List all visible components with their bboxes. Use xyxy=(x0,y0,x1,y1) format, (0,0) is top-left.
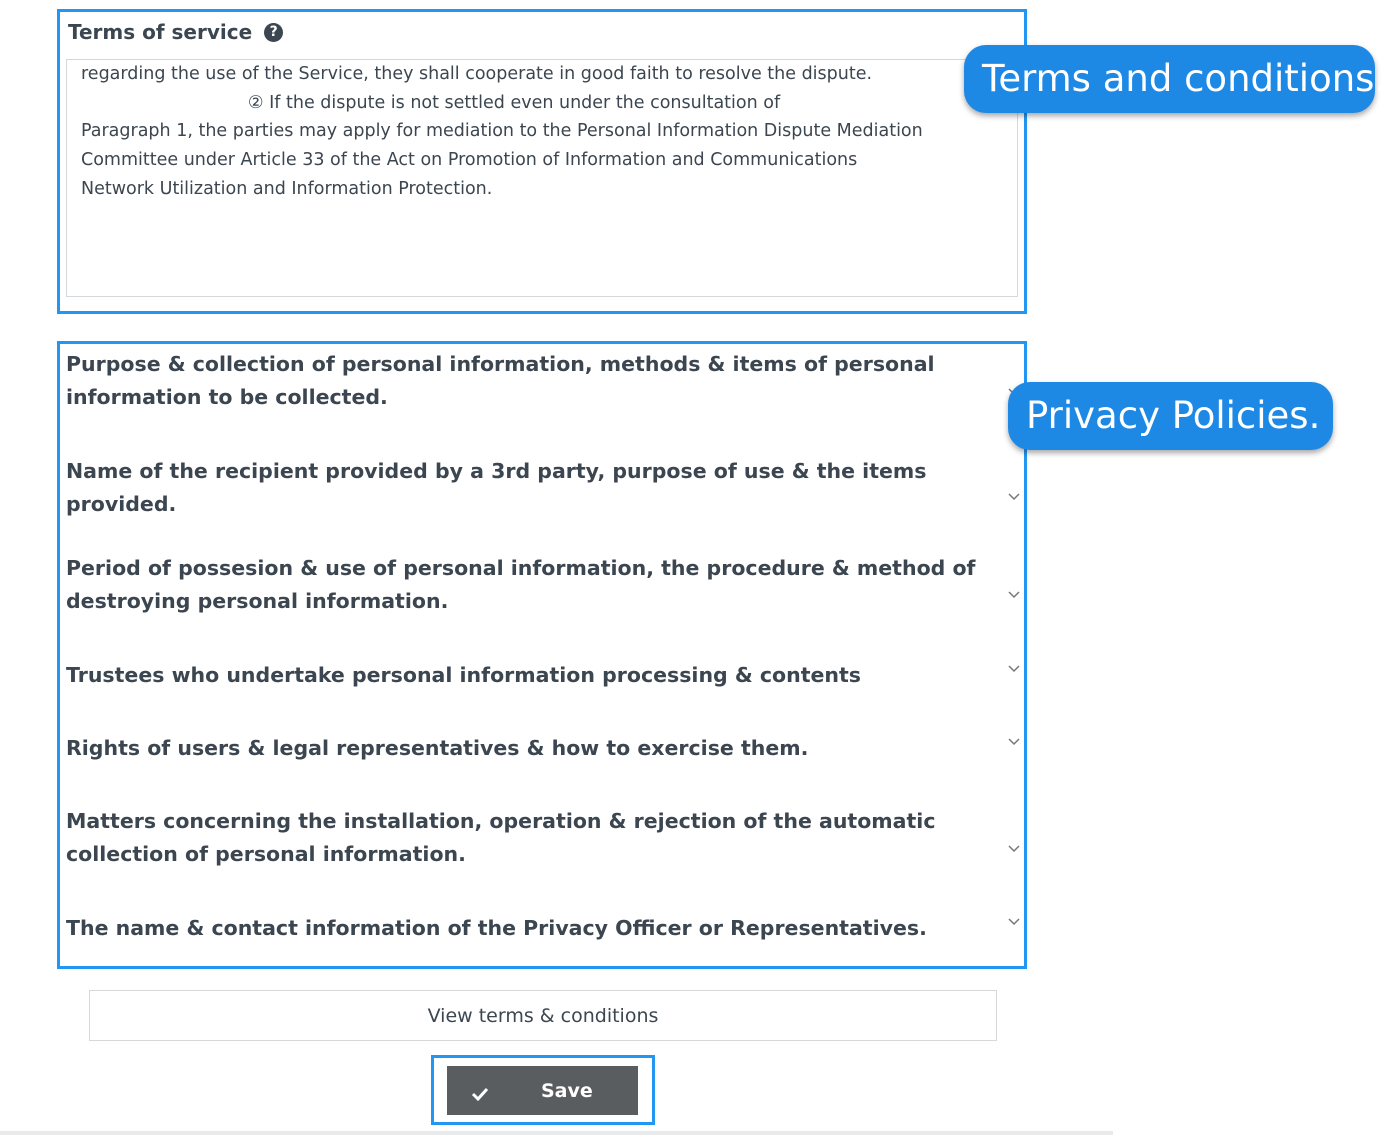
policy-item-collection[interactable] xyxy=(66,348,1016,414)
terms-text-line: Network Utilization and Information Protection. xyxy=(81,178,493,199)
chevron-down-icon xyxy=(1008,738,1020,750)
chevron-down-icon xyxy=(1008,918,1020,930)
policy-item-automatic-collection[interactable] xyxy=(66,805,1016,871)
chevron-down-icon xyxy=(1008,665,1020,677)
terms-section xyxy=(57,9,1027,314)
terms-text-line: regarding the use of the Service, they shall cooperate in good faith to resolve the dispute. xyxy=(81,64,873,84)
check-icon xyxy=(471,1084,489,1098)
policy-item-label: Purpose & collection of personal information, methods & items of personal information to be collected. xyxy=(66,352,935,409)
question-circle-icon[interactable]: ? xyxy=(264,23,283,42)
privacy-section xyxy=(57,341,1027,969)
callout-privacy: Privacy Policies. xyxy=(1008,382,1333,450)
save-button[interactable] xyxy=(447,1066,638,1115)
terms-text-line: Paragraph 1, the parties may apply for mediation to the Personal Information Dispute Mediation xyxy=(81,121,923,142)
policy-item-third-party[interactable] xyxy=(66,455,1016,521)
terms-header xyxy=(68,20,283,44)
terms-textarea[interactable] xyxy=(66,59,1018,297)
policy-item-trustees[interactable] xyxy=(66,659,1016,692)
terms-text-line: ② If the dispute is not settled even under the consultation of xyxy=(81,92,781,113)
policy-item-label: The name & contact information of the Privacy Officer or Representatives. xyxy=(66,916,927,940)
callout-terms: Terms and conditions. xyxy=(964,45,1375,113)
policy-item-label: Rights of users & legal representatives & how to exercise them. xyxy=(66,736,809,760)
chevron-down-icon xyxy=(1008,591,1020,603)
terms-text-line: Committee under Article 33 of the Act on Promotion of Information and Communications xyxy=(81,150,858,171)
policy-item-retention[interactable] xyxy=(66,552,1016,618)
policy-item-label: Period of possesion & use of personal information, the procedure & method of destroying personal information. xyxy=(66,556,976,613)
view-terms-button[interactable]: View terms & conditions xyxy=(89,990,997,1041)
policy-item-label: Matters concerning the installation, operation & rejection of the automatic collection of personal information. xyxy=(66,809,936,866)
divider xyxy=(0,1131,1113,1135)
terms-title: Terms of service xyxy=(68,20,253,44)
policy-item-privacy-officer[interactable] xyxy=(66,912,1016,945)
policy-item-user-rights[interactable] xyxy=(66,732,1016,765)
save-button-label: Save xyxy=(541,1079,593,1102)
policy-item-label: Name of the recipient provided by a 3rd party, purpose of use & the items provided. xyxy=(66,459,927,516)
chevron-down-icon xyxy=(1008,493,1020,505)
policy-item-label: Trustees who undertake personal information processing & contents xyxy=(66,663,862,687)
chevron-down-icon xyxy=(1008,845,1020,857)
